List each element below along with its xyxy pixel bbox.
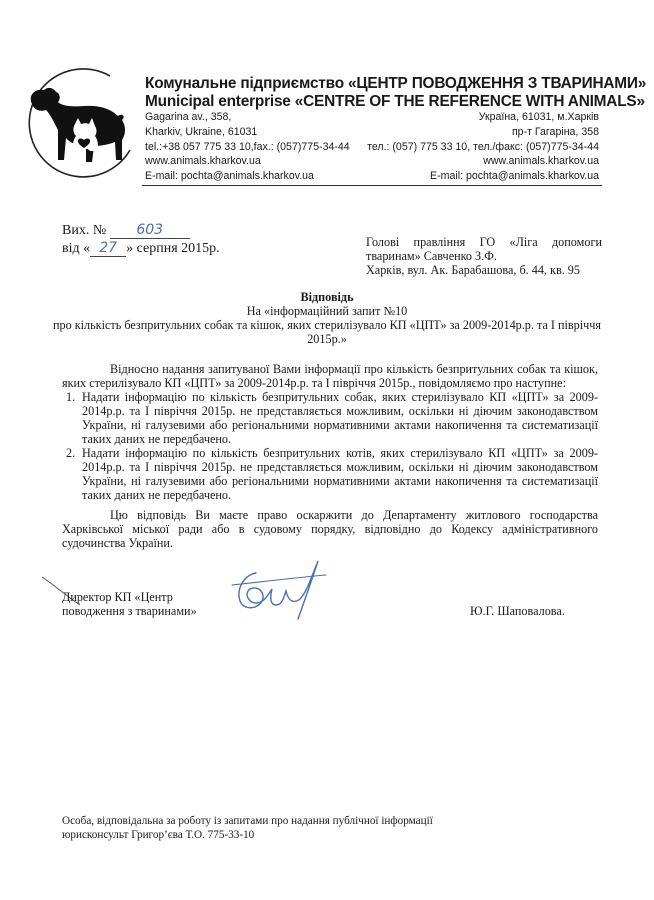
item-number: 1. [66, 390, 76, 404]
date-day: 27 [90, 240, 126, 257]
item-text: Надати інформацію по кількість безпритульних котів, яких стерилізувало КП «ЦПТ» за 2009-2014р.р. та І півріччя 2015р. не представляється можливим, оскільки ні діючим законодавством України, ні галузевими або регіональними нормативними актами накопичення та систематизації таких даних не передбачено. [82, 446, 598, 502]
header-email-en[interactable]: E-mail: pochta@animals.kharkov.ua [145, 170, 314, 182]
dog-cat-heart-logo [18, 66, 138, 186]
letter-date [62, 240, 220, 257]
addressee-address: Харків, вул. Ак. Барабашова, б. 44, кв. 95 [366, 263, 580, 277]
handwritten-signature [222, 555, 332, 625]
list-item [62, 446, 598, 502]
signatory-position [62, 590, 197, 618]
header-phone-en: tel.:+38 057 775 33 10,fax.: (057)775-34-44 [145, 141, 350, 153]
header-address-en: Gagarina av., 358, [145, 111, 232, 123]
header-city-ua: Україна, 61031, м.Харків [478, 111, 599, 123]
item-text: Надати інформацію по кількість безпритульних собак, яких стерилізувало КП «ЦПТ» за 2009-2014р.р. та І півріччя 2015р. не представляється можливим, оскільки ні діючим законодавством України, ні галузевими або регіональними нормативними актами накопичення та систематизації таких даних не передбачено. [82, 390, 598, 446]
title-line2: про кількість безпритульних собак та кішок, яких стерилізувало КП «ЦПТ» за 2009-2014р.р. та І півріччя 2015р.» [52, 318, 602, 346]
item-number: 2. [66, 446, 76, 460]
outgoing-number-value: 603 [110, 222, 190, 239]
header-divider [142, 185, 602, 186]
header-address-ua: пр-т Гагаріна, 358 [511, 126, 599, 138]
outgoing-number [62, 222, 190, 239]
position-line2: поводження з тваринами» [62, 604, 197, 618]
contact-person-line2: юрисконсульт Григор’єва Т.О. 775-33-10 [62, 829, 255, 841]
outgoing-number-label: Вих. № [62, 223, 107, 238]
position-line1: Директор КП «Центр [62, 590, 173, 604]
closing-paragraph: Цю відповідь Ви маєте право оскаржити до Департаменту житлового господарства Харківської міської ради або в судовому порядку, відповідно до Кодексу адміністративного судочинства України. [62, 508, 598, 550]
contact-person-line1: Особа, відповідальна за роботу із запитами про надання публічної інформації [62, 815, 433, 827]
title-line1: На «інформаційний запит №10 [246, 304, 408, 318]
header-phone-ua: тел.: (057) 775 33 10, тел./факс: (057)775-34-44 [367, 141, 599, 153]
letter-heading: Відповідь [300, 290, 354, 304]
addressee-line: Голові правління ГО «Ліга допомоги тваринам» Савченко З.Ф. [366, 235, 602, 263]
letter-body [62, 362, 598, 550]
header-city-en: Kharkiv, Ukraine, 61031 [145, 126, 258, 138]
org-name-ua: Комунальне підприємство «ЦЕНТР ПОВОДЖЕННЯ З ТВАРИНАМИ» [145, 75, 647, 92]
addressee-block [366, 235, 602, 277]
org-name-en: Municipal enterprise «CENTRE OF THE REFERENCE WITH ANIMALS» [145, 93, 645, 110]
date-suffix: » серпня 2015р. [126, 241, 220, 256]
header-website-en[interactable]: www.animals.kharkov.ua [145, 155, 261, 167]
header-email-ua[interactable]: E-mail: pochta@animals.kharkov.ua [430, 170, 599, 182]
date-prefix: від « [62, 241, 91, 256]
list-item [62, 390, 598, 446]
header-website-ua[interactable]: www.animals.kharkov.ua [483, 155, 599, 167]
title-block [30, 290, 624, 346]
intro-paragraph: Відносно надання запитуваної Вами інформації про кількість безпритульних собак та кішок, яких стерилізувало КП «ЦПТ» за 2009-2014р.р. та І півріччя 2015р., повідомляємо про наступне: [62, 362, 598, 390]
signatory-name: Ю.Г. Шаповалова. [470, 604, 565, 618]
